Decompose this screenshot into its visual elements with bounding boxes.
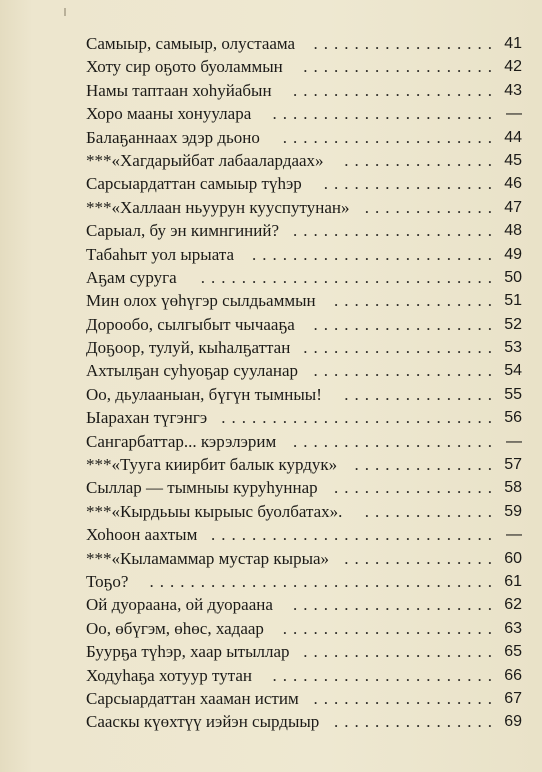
toc-entry (86, 453, 522, 476)
toc-entry-title: Оо, дьулааныан, бүгүн тымныы! (86, 384, 322, 404)
toc-entry (86, 500, 522, 523)
toc-entry-title: Намы таптаан хоһуйабын (86, 80, 272, 100)
toc-entry-title: Хоһоон аахтым (86, 525, 198, 545)
toc-entry-page-number: 69 (504, 713, 522, 731)
dot-leader: ................... (303, 57, 498, 77)
dot-leader: ...................... (272, 665, 498, 685)
toc-entry-title: Сарыал, бу эн кимнгиний? (86, 221, 280, 241)
toc-entry (86, 55, 522, 78)
toc-entry-title: Ахтылҕан суһуоҕар сууланар (86, 361, 299, 381)
toc-entry (86, 710, 522, 733)
toc-entry-title: Ыарахан түгэнгэ (86, 408, 208, 428)
toc-entry (86, 664, 522, 687)
dot-leader: .................. (313, 314, 498, 334)
toc-entry-title: Балаҕаннаах эдэр дьоно (86, 127, 260, 147)
dot-leader: ...................... (272, 104, 498, 124)
toc-entry-page-number: 43 (504, 81, 522, 99)
toc-entry (86, 406, 522, 429)
toc-entry-title: Ходуһаҕа хотуур тутан (86, 665, 253, 685)
dot-leader: ............................. (200, 267, 498, 287)
dot-leader: ............................ (211, 525, 498, 545)
toc-entry-title: Хоту сир оҕото буоламмын (86, 57, 283, 77)
dot-leader: ................ (334, 712, 498, 732)
toc-entry (86, 149, 522, 172)
toc-entry (86, 593, 522, 616)
toc-entry-page-number: 62 (504, 596, 522, 614)
toc-entry (86, 102, 522, 125)
dot-leader: ............... (344, 150, 498, 170)
toc-entry (86, 336, 522, 359)
toc-entry-title: Ой дуораана, ой дуораана (86, 595, 273, 615)
dot-leader: .................... (293, 431, 498, 451)
toc-entry-page-number: 56 (504, 409, 522, 427)
dot-leader: ........................ (252, 244, 498, 264)
toc-entry-title: ***«Кырдьыы кырыыс буолбатах». (86, 501, 343, 521)
toc-entry-page-number: 67 (504, 689, 522, 707)
toc-entry-title: Сангарбаттар... кэрэлэрим (86, 431, 277, 451)
dot-leader: .............. (354, 455, 498, 475)
toc-entry-title: Хоро мааны хонуулара (86, 104, 252, 124)
toc-entry-page-number: 59 (504, 502, 522, 520)
toc-entry-title: Дорообо, сылгыбыт чычааҕа (86, 314, 295, 334)
toc-entry-page-number: 65 (504, 643, 522, 661)
dot-leader: .................. (313, 688, 498, 708)
toc-entry-page-number: 42 (504, 58, 522, 76)
toc-entry (86, 476, 522, 499)
toc-entry-page-number: 63 (504, 619, 522, 637)
toc-entry-page-number: 49 (504, 245, 522, 263)
toc-entry-title: Сыллар — тымныы куруһуннар (86, 478, 318, 498)
dot-leader: ............... (344, 548, 498, 568)
toc-entry (86, 126, 522, 149)
toc-entry-page-number: 52 (504, 315, 522, 333)
toc-entry (86, 266, 522, 289)
dot-leader: ..................... (282, 127, 498, 147)
toc-entry-page-number: 50 (504, 268, 522, 286)
toc-entry-title: Табаһыт уол ырыата (86, 244, 235, 264)
dot-leader: .................... (293, 221, 498, 241)
toc-entry-page-number: 60 (504, 549, 522, 567)
dot-leader: ................... (303, 338, 498, 358)
toc-entry-page-number: 45 (504, 151, 522, 169)
toc-entry-title: Самыыр, самыыр, олустаама (86, 34, 296, 53)
toc-entry (86, 547, 522, 570)
toc-entry (86, 523, 522, 546)
toc-entry-title: Доҕоор, тулуй, кыһалҕаттан (86, 338, 291, 358)
dot-leader: ............... (344, 384, 498, 404)
dot-leader: ............. (364, 197, 498, 217)
dot-leader: .................. (313, 361, 498, 381)
toc-entry-page-number: 46 (504, 175, 522, 193)
toc-entry-title: Мин олох үөһүгэр сылдьаммын (86, 291, 316, 311)
toc-entry-page-number: — (506, 526, 522, 544)
toc-entry (86, 219, 522, 242)
toc-entry (86, 430, 522, 453)
toc-entry-page-number: 61 (504, 572, 522, 590)
toc-entry-title: ***«Кыламаммар мустар кырыа» (86, 548, 330, 568)
toc-entry (86, 359, 522, 382)
dot-leader: ................ (334, 291, 498, 311)
toc-entry-page-number: 53 (504, 339, 522, 357)
toc-entry (86, 172, 522, 195)
toc-entry (86, 640, 522, 663)
dot-leader: .................................. (149, 571, 498, 591)
table-of-contents (86, 32, 522, 734)
toc-entry-title: ***«Хагдарыйбат лабаалардаах» (86, 150, 324, 170)
toc-entry-page-number: 66 (504, 666, 522, 684)
toc-entry (86, 570, 522, 593)
dot-leader: ..................... (282, 618, 498, 638)
toc-entry (86, 79, 522, 102)
toc-entry-title: ***«Тууга киирбит балык курдук» (86, 455, 338, 475)
page-crease-mark (64, 8, 66, 16)
toc-entry (86, 243, 522, 266)
toc-entry (86, 313, 522, 336)
dot-leader: ................... (303, 642, 498, 662)
toc-entry-page-number: 51 (504, 292, 522, 310)
toc-entry-page-number: 44 (504, 128, 522, 146)
dot-leader: ........................... (221, 408, 498, 428)
toc-entry-page-number: 54 (504, 362, 522, 380)
toc-entry-page-number: 41 (504, 35, 522, 52)
toc-entry-title: Тоҕо? (86, 571, 129, 591)
toc-entry (86, 687, 522, 710)
dot-leader: .................... (293, 595, 498, 615)
dot-leader: ................. (323, 174, 498, 194)
toc-entry-title: Сарсыардаттан хааман истим (86, 688, 299, 708)
toc-entry-page-number: 47 (504, 198, 522, 216)
toc-entry-title: Сааскы күөхтүү иэйэн сырдыыр (86, 712, 320, 732)
toc-entry (86, 289, 522, 312)
toc-entry-page-number: 58 (504, 479, 522, 497)
toc-entry-title: Сарсыардаттан самыыр түһэр (86, 174, 302, 194)
dot-leader: ............. (364, 501, 498, 521)
dot-leader: .................... (293, 80, 498, 100)
toc-entry (86, 617, 522, 640)
toc-entry-page-number: 55 (504, 385, 522, 403)
toc-entry-title: Буурҕа түһэр, хаар ытыллар (86, 642, 290, 662)
dot-leader: .................. (313, 34, 498, 53)
toc-entry-page-number: — (506, 432, 522, 450)
toc-entry (86, 196, 522, 219)
toc-entry-page-number: 48 (504, 222, 522, 240)
toc-entry-title: Оо, өбүгэм, өһөс, хадаар (86, 618, 264, 638)
toc-entry-title: ***«Халлаан ньуурун кууспутунан» (86, 197, 350, 217)
toc-entry-page-number: 57 (504, 456, 522, 474)
toc-entry-page-number: — (506, 105, 522, 123)
toc-entry (86, 32, 522, 55)
toc-entry-title: Аҕам суруга (86, 267, 177, 287)
toc-entry (86, 383, 522, 406)
dot-leader: ................ (334, 478, 498, 498)
